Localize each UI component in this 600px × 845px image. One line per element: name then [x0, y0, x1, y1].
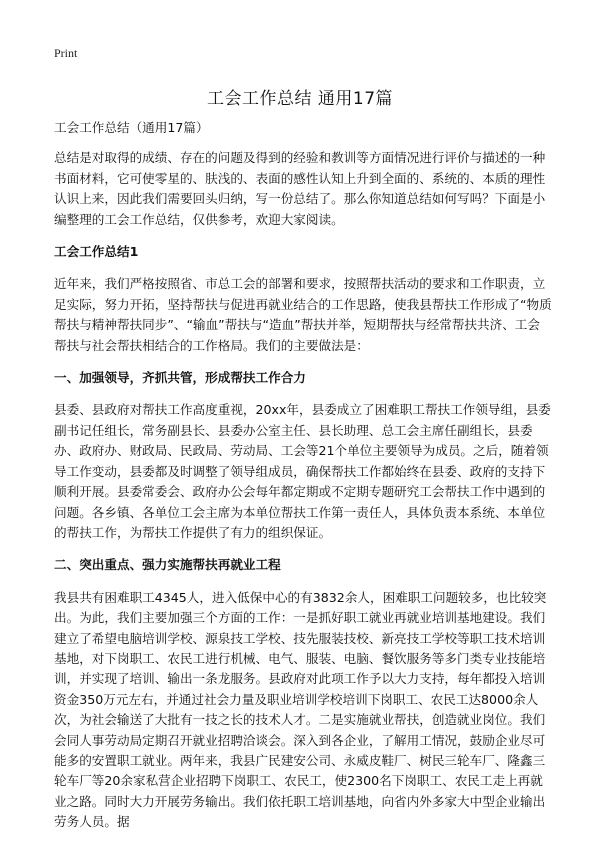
section-2-paragraph: 我县共有困难职工4345人，进入低保中心的有3832余人，困难职工问题较多，也比较突出。为此，我们主要加强三个方面的工作：一是抓好职工就业再就业培训基地建设。我们建立了希望电脑培训学校、源泉技工学校、技先服装技校、新亮技工学校等职工技术培训基地，对下岗职工、农民工进行机械、电气、服装、电脑、餐饮服务等多门类专业技能培训，并实现了培训、输出一条龙服务。县政府对此项工作予以大力支持，每年都投入培训资金350万元左右，并通过社会力量及职业培训学校培训下岗职工、农民工达8000余人次，为社会输送了大批有一技之长的技术人才。二是实施就业帮扶，创造就业岗位。我们会同人事劳动局定期召开就业招聘洽谈会。深入到各企业，了解用工情况，鼓励企业尽可能多的安置职工就业。两年来，我县广民建安公司、永威皮鞋厂、树民三轮车厂、隆鑫三轮车厂等20余家私营企业招聘下岗职工、农民工，使2300名下岗职工、农民工走上再就业之路。同时大力开展劳务输出。我们依托职工培训基地，向省内外多家大中型企业输出劳务人员。据 [54, 589, 547, 830]
article-heading: 工会工作总结1 [54, 244, 139, 260]
print-link[interactable]: Print [54, 46, 78, 60]
section-1-heading: 一、加强领导，齐抓共管，形成帮扶工作合力 [54, 370, 306, 386]
section-2-heading: 二、突出重点、强力实施帮扶再就业工程 [54, 557, 281, 573]
document-subtitle: 工会工作总结（通用17篇） [54, 120, 209, 135]
document-title: 工会工作总结 通用17篇 [206, 89, 394, 109]
section-1-paragraph: 县委、县政府对帮扶工作高度重视，20xx年，县委成立了困难职工帮扶工作领导组，县委副书记任组长，常务副县长、县委办公室主任、县长助理、总工会主席任副组长，县委办、政府办、财政局、民政局、劳动局、工会等21个单位主要领导为成员。之后，随着领导工作变动，县委都及时调整了领导组成员，确保帮扶工作都始终在县委、政府的支持下顺利开展。县委常委会、政府办公会每年都定期或不定期专题研究工会帮扶工作中遇到的问题。各乡镇、各单位工会主席为本单位帮扶工作第一责任人，具体负责本系统、本单位的帮扶工作，为帮扶工作提供了有力的组织保证。 [54, 402, 551, 540]
document-body [54, 118, 552, 845]
intro-paragraph: 总结是对取得的成绩、存在的问题及得到的经验和教训等方面情况进行评价与描述的一种书面材料，它可使零星的、肤浅的、表面的感性认知上升到全面的、系统的、本质的理性认识上来，因此我们需要回头归纳，写一份总结了。那么你知道总结如何写吗？下面是小编整理的工会工作总结，仅供参考，欢迎大家阅读。 [54, 150, 546, 227]
article-intro-paragraph: 近年来，我们严格按照省、市总工会的部署和要求，按照帮扶活动的要求和工作职责，立足实际，努力开拓，坚持帮扶与促进再就业结合的工作思路，使我县帮扶工作形成了“物质帮扶与精神帮扶同步”、“输血”帮扶与“造血”帮扶并举，短期帮扶与经常帮扶共济、工会帮扶与社会帮扶相结合的工作格局。我们的主要做法是： [54, 276, 552, 353]
